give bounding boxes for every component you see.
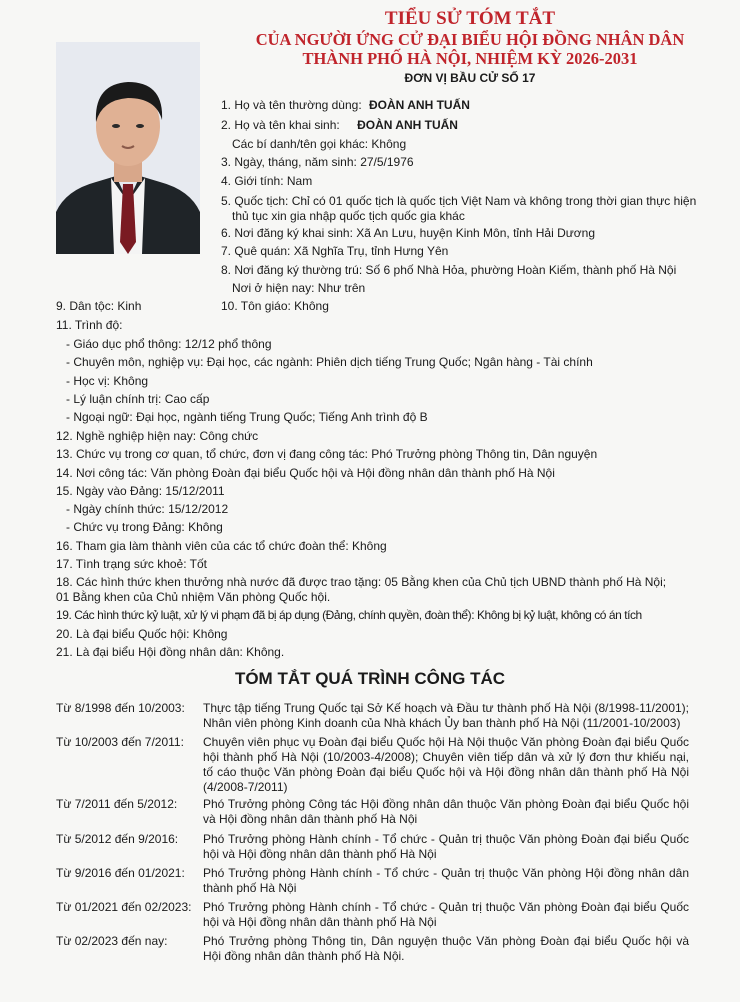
bio-health: 17. Tình trạng sức khoẻ: Tốt (56, 557, 208, 571)
bio-workplace: 14. Nơi công tác: Văn phòng Đoàn đại biểu Quốc hội và Hội đồng nhân dân thành phố Hà Nội (56, 466, 555, 480)
document-header (200, 8, 740, 87)
bio-general-education: - Giáo dục phổ thông: 12/12 phổ thông (66, 337, 272, 351)
bio-academic-degree: - Học vị: Không (66, 374, 149, 388)
bio-nationality-cont: thủ tục xin gia nhập quốc tịch quốc gia khác (232, 209, 465, 223)
work-description: Phó Trưởng phòng Hành chính - Tổ chức - Quản trị thuộc Văn phòng Đoàn đại biểu Quốc hội và Hội đồng nhân dân thành phố Hà Nội (203, 832, 689, 861)
work-period: Từ 10/2003 đến 7/2011: (56, 735, 184, 749)
bio-organizations: 16. Tham gia làm thành viên của các tổ chức đoàn thể: Không (56, 539, 387, 553)
work-period: Từ 9/2016 đến 01/2021: (56, 866, 185, 880)
bio-gender: 4. Giới tính: Nam (221, 174, 313, 188)
bio-qualifications: 11. Trình độ: (56, 318, 123, 332)
common-name-label: 1. Họ và tên thường dùng: (221, 98, 362, 112)
bio-national-assembly: 20. Là đại biểu Quốc hội: Không (56, 627, 228, 641)
work-description: Phó Trưởng phòng Thông tin, Dân nguyện thuộc Văn phòng Đoàn đại biểu Quốc hội và Hội đồng nhân dân thành phố Hà Nội. (203, 934, 689, 963)
work-period: Từ 5/2012 đến 9/2016: (56, 832, 179, 846)
bio-permanent-residence: 8. Nơi đăng ký thường trú: Số 6 phố Nhà Hỏa, phường Hoàn Kiếm, thành phố Hà Nội (221, 263, 677, 277)
work-description: Thực tập tiếng Trung Quốc tại Sở Kế hoạch và Đầu tư thành phố Hà Nội (8/1998-11/2001); Nhân viên phòng Kinh doanh của Nhà khách Ủy ban thành phố Hà Nội (11/2001-10/2003) (203, 701, 689, 730)
bio-common-name (221, 97, 470, 113)
work-description: Phó Trưởng phòng Công tác Hội đồng nhân dân thuộc Văn phòng Đoàn đại biểu Quốc hội và Hội đồng nhân dân thành phố Hà Nội (203, 797, 689, 826)
bio-position: 13. Chức vụ trong cơ quan, tổ chức, đơn vị đang công tác: Phó Trưởng phòng Thông tin, Dân nguyện (56, 447, 598, 461)
bio-party-join-date: 15. Ngày vào Đảng: 15/12/2011 (56, 484, 225, 498)
bio-awards: 18. Các hình thức khen thưởng nhà nước đã được trao tặng: 05 Bằng khen của Chủ tịch UBND thành phố Hà Nội; (56, 575, 667, 589)
document-subtitle-1: CỦA NGƯỜI ỨNG CỬ ĐẠI BIỂU HỘI ĐỒNG NHÂN DÂN (255, 30, 685, 49)
candidate-portrait (56, 42, 200, 254)
bio-ethnicity: 9. Dân tộc: Kinh (56, 299, 142, 313)
work-description: Chuyên viên phục vụ Đoàn đại biểu Quốc hội Hà Nội thuộc Văn phòng Đoàn đại biểu Quốc hội thành phố Hà Nội (10/2003-4/2008); Chuyên viên tiếp dân và xử lý đơn thư khiếu nại, tố cáo thuộc Văn phòng Đoàn đại biểu Quốc hội và Hội đồng nhân dân thành phố Hà Nội (4/2008-7/2011) (203, 735, 689, 794)
bio-nationality: 5. Quốc tịch: Chỉ có 01 quốc tịch là quốc tịch Việt Nam và không trong thời gian thực hiện (221, 194, 697, 208)
bio-aliases: Các bí danh/tên gọi khác: Không (232, 137, 407, 151)
bio-religion: 10. Tôn giáo: Không (221, 299, 329, 313)
birth-name-value: ĐOÀN ANH TUẤN (357, 118, 458, 132)
bio-awards-cont: 01 Bằng khen của Chủ nhiệm Văn phòng Quốc hội. (56, 590, 331, 604)
bio-party-position: - Chức vụ trong Đảng: Không (66, 520, 223, 534)
work-period: Từ 8/1998 đến 10/2003: (56, 701, 185, 715)
work-history-title: TÓM TẮT QUÁ TRÌNH CÔNG TÁC (234, 669, 506, 688)
work-description: Phó Trưởng phòng Hành chính - Tổ chức - Quản trị thuộc Văn phòng Hội đồng nhân dân thành phố Hà Nội (203, 866, 689, 895)
bio-peoples-council: 21. Là đại biểu Hội đồng nhân dân: Không. (56, 645, 285, 659)
bio-party-official-date: - Ngày chính thức: 15/12/2012 (66, 502, 229, 516)
common-name-value: ĐOÀN ANH TUẤN (369, 98, 470, 112)
bio-occupation: 12. Nghề nghiệp hiện nay: Công chức (56, 429, 259, 443)
work-period: Từ 7/2011 đến 5/2012: (56, 797, 178, 811)
electoral-unit: ĐƠN VỊ BẦU CỬ SỐ 17 (404, 71, 536, 85)
bio-political-theory: - Lý luận chính trị: Cao cấp (66, 392, 210, 406)
birth-name-label: 2. Họ và tên khai sinh: (221, 118, 340, 132)
bio-professional-training: - Chuyên môn, nghiệp vụ: Đại học, các ngành: Phiên dịch tiếng Trung Quốc; Ngân hàng - Tài chính (66, 355, 593, 369)
document-subtitle-2: THÀNH PHỐ HÀ NỘI, NHIỆM KỲ 2026-2031 (302, 49, 638, 68)
bio-discipline: 19. Các hình thức kỷ luật, xử lý vi phạm đã bị áp dụng (Đảng, chính quyền, đoàn thể): Không bị kỷ luật, không có án tích (56, 608, 642, 622)
work-description: Phó Trưởng phòng Hành chính - Tổ chức - Quản trị thuộc Văn phòng Đoàn đại biểu Quốc hội và Hội đồng nhân dân thành phố Hà Nội (203, 900, 689, 929)
bio-birth-name (221, 117, 458, 133)
bio-birth-registration: 6. Nơi đăng ký khai sinh: Xã An Lưu, huyện Kinh Môn, tỉnh Hải Dương (221, 226, 596, 240)
work-period: Từ 01/2021 đến 02/2023: (56, 900, 192, 914)
bio-birth-date: 3. Ngày, tháng, năm sinh: 27/5/1976 (221, 155, 414, 169)
document-title: TIỂU SỬ TÓM TẮT (384, 8, 556, 29)
bio-foreign-language: - Ngoại ngữ: Đại học, ngành tiếng Trung Quốc; Tiếng Anh trình độ B (66, 410, 428, 424)
work-period: Từ 02/2023 đến nay: (56, 934, 168, 948)
bio-hometown: 7. Quê quán: Xã Nghĩa Trụ, tỉnh Hưng Yên (221, 244, 449, 258)
bio-current-residence: Nơi ở hiện nay: Như trên (232, 281, 366, 295)
